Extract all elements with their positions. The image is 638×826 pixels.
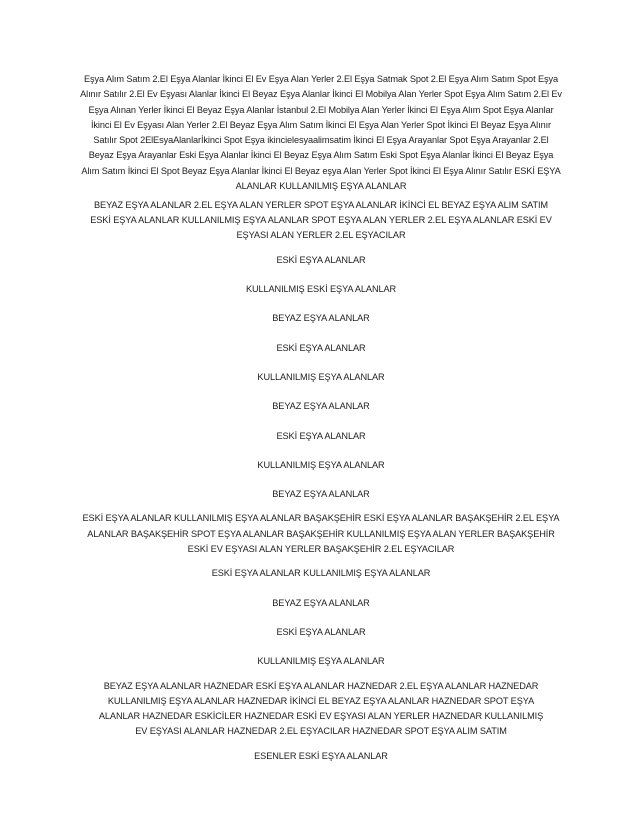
haznedar-paragraph: BEYAZ EŞYA ALANLAR HAZNEDAR ESKİ EŞYA ALANLAR HAZNEDAR 2.EL EŞYA ALANLAR HAZNEDAR KULLANILMIŞ EŞYA ALANLAR HAZNEDAR İKİNCİ EL BEYAZ EŞYA ALANLAR HAZNEDAR SPOT EŞYA ALANLAR HAZNEDAR ESKİCİLER HAZNEDAR ESKİ EV EŞYASI ALAN YERLER HAZNEDAR KULLANILMIŞ EV EŞYASI ALANLAR HAZNEDAR 2.EL EŞYACILAR HAZNEDAR SPOT EŞYA ALIM SATIM <box>98 680 544 737</box>
basaksehir-paragraph: ESKİ EŞYA ALANLAR KULLANILMIŞ EŞYA ALANLAR BAŞAKŞEHİR ESKİ EŞYA ALANLAR BAŞAKŞEHİR 2.EL EŞYA ALANLAR BAŞAKŞEHİR SPOT EŞYA ALANLAR BAŞAKŞEHİR KULLANILMIŞ EŞYA ALAN YERLER BAŞAKŞEHİR ESKİ EV EŞYASI ALAN YERLER BAŞAKŞEHİR 2.EL EŞYACILAR <box>82 513 560 555</box>
keywords-paragraph: BEYAZ EŞYA ALANLAR 2.EL EŞYA ALAN YERLER SPOT EŞYA ALANLAR İKİNCİ EL BEYAZ EŞYA ALIM SATIM ESKİ EŞYA ALANLAR KULLANILMIŞ EŞYA ALANLAR SPOT EŞYA ALAN YERLER 2.EL EŞYA ALANLAR ESKİ EV EŞYASI ALAN YERLER 2.EL EŞYACILAR <box>90 199 552 241</box>
heading-eski-esya-3: ESKİ EŞYA ALANLAR <box>276 430 366 441</box>
heading-kullanilmis-eski-esya: KULLANILMIŞ ESKİ EŞYA ALANLAR <box>245 284 397 295</box>
heading-beyaz-esya-2: BEYAZ EŞYA ALANLAR <box>272 401 370 412</box>
heading-eski-esya-4: ESKİ EŞYA ALANLAR <box>276 626 366 637</box>
heading-eski-kullanilmis: ESKİ EŞYA ALANLAR KULLANILMIŞ EŞYA ALANLAR <box>211 568 431 579</box>
heading-kullanilmis-esya-3: KULLANILMIŞ EŞYA ALANLAR <box>257 656 385 667</box>
document-page <box>78 72 564 764</box>
intro-paragraph: Eşya Alım Satım 2.El Eşya Alanlar İkinci El Ev Eşya Alan Yerler 2.El Eşya Satmak Spot 2.El Eşya Alım Satım Spot Eşya Alınır Satılır 2.El Ev Eşyası Alanlar İkinci El Beyaz Eşya Alanlar İkinci El Mobilya Alan Yerler Spot Eşya Alım Satım 2.El Ev Eşya Alınan Yerler İkinci El Beyaz Eşya Alanlar İstanbul 2.El Mobilya Alan Yerler İkinci El Eşya Alım Spot Eşya Alanlar İkinci El Ev Eşyası Alan Yerler 2.El Beyaz Eşya Alım Satım İkinci El Eşya Alan Yerler Spot İkinci El Beyaz Eşya Alınır Satılır Spot 2ElEsyaAlanlarİkinci Spot Eşya ikincielesyaalimsatim İkinci El Eşya Arayanlar Spot Eşya Arayanlar 2.El Beyaz Eşya Arayanlar Eski Eşya Alanlar İkinci El Beyaz Eşya Alım Satım Eski Spot Eşya Alanlar İkinci El Beyaz Eşya Alım Satım İkinci El Spot Beyaz Eşya Alanlar İkinci El Beyaz eşya Alan Yerler Spot İkinci El Eşya Alınır Satılır ESKİ EŞYA ALANLAR KULLANILMIŞ EŞYA ALANLAR <box>80 74 562 192</box>
heading-eski-esya-2: ESKİ EŞYA ALANLAR <box>276 342 366 353</box>
heading-beyaz-esya-3: BEYAZ EŞYA ALANLAR <box>272 489 370 500</box>
heading-beyaz-esya-4: BEYAZ EŞYA ALANLAR <box>272 597 370 608</box>
heading-beyaz-esya-1: BEYAZ EŞYA ALANLAR <box>272 313 370 324</box>
heading-kullanilmis-esya-1: KULLANILMIŞ EŞYA ALANLAR <box>257 371 385 382</box>
heading-kullanilmis-esya-2: KULLANILMIŞ EŞYA ALANLAR <box>257 459 385 470</box>
heading-esenler: ESENLER ESKİ EŞYA ALANLAR <box>254 750 388 761</box>
heading-eski-esya-1: ESKİ EŞYA ALANLAR <box>276 254 366 265</box>
